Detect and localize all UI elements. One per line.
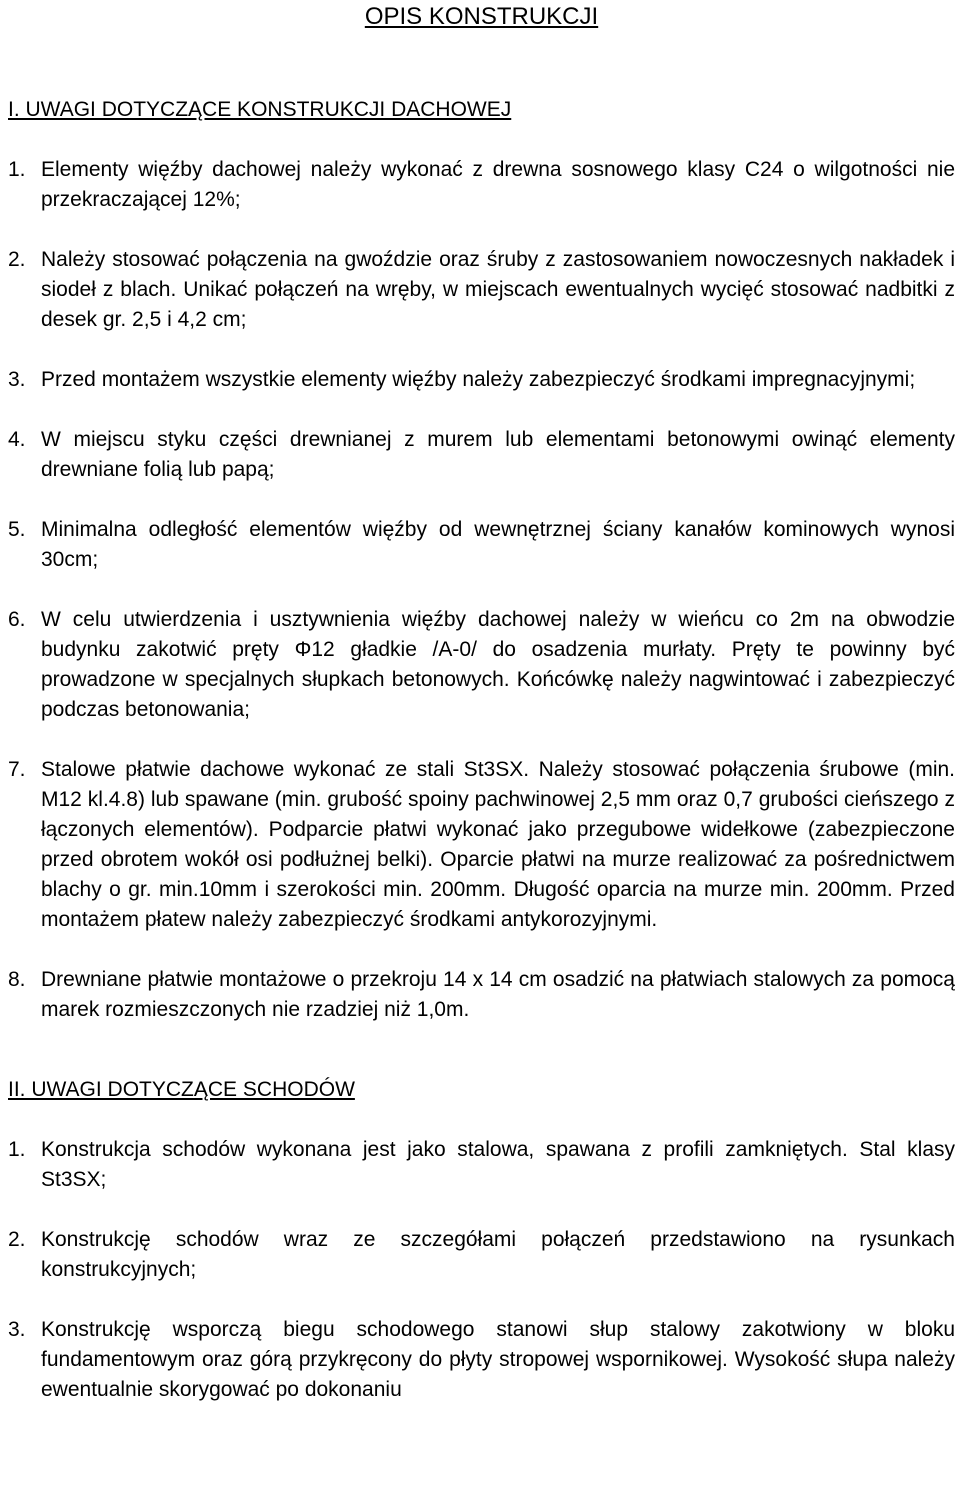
item-number: 8. xyxy=(8,968,26,991)
item-number: 3. xyxy=(8,1318,26,1341)
item-number: 1. xyxy=(8,1138,26,1161)
list-item xyxy=(8,365,955,395)
section-heading-stairs: II. UWAGI DOTYCZĄCE SCHODÓW xyxy=(8,1078,355,1101)
item-number: 2. xyxy=(8,248,26,271)
list-item xyxy=(8,1225,955,1285)
list-item xyxy=(8,515,955,575)
item-text: Drewniane płatwie montażowe o przekroju 14 x 14 cm osadzić na płatwiach stalowych za pomocą marek rozmieszczonych nie rzadziej niż 1,0m. xyxy=(41,968,955,1021)
item-text: Konstrukcję schodów wraz ze szczegółami połączeń przedstawiono na rysunkach konstrukcyjnych; xyxy=(41,1228,955,1281)
list-item xyxy=(8,965,955,1025)
item-number: 1. xyxy=(8,158,26,181)
list-item xyxy=(8,1315,955,1405)
list-item xyxy=(8,755,955,935)
page-title: OPIS KONSTRUKCJI xyxy=(364,3,599,30)
item-text: W miejscu styku części drewnianej z murem lub elementami betonowymi owinąć elementy drewniane folią lub papą; xyxy=(41,428,955,481)
item-text: Konstrukcja schodów wykonana jest jako stalowa, spawana z profili zamkniętych. Stal klasy St3SX; xyxy=(41,1138,955,1191)
item-text: Minimalna odległość elementów więźby od wewnętrznej ściany kanałów kominowych wynosi 30cm; xyxy=(41,518,955,571)
list-item xyxy=(8,245,955,335)
item-number: 4. xyxy=(8,428,26,451)
item-text: Konstrukcję wsporczą biegu schodowego stanowi słup stalowy zakotwiony w bloku fundamentowym oraz górą przykręcony do płyty stropowej wspornikowej. Wysokość słupa należy ewentualnie skorygować po dokonaniu xyxy=(41,1318,955,1401)
stairs-items-list xyxy=(8,1135,955,1405)
item-number: 3. xyxy=(8,368,26,391)
item-text: W celu utwierdzenia i usztywnienia więźby dachowej należy w wieńcu co 2m na obwodzie budynku zakotwić pręty Φ12 gładkie /A-0/ do osadzenia murłaty. Pręty te powinny być prowadzone w specjalnych słupkach betonowych. Końcówkę należy nagwintować i zabezpieczyć podczas betonowania; xyxy=(41,608,955,721)
item-text: Elementy więźby dachowej należy wykonać z drewna sosnowego klasy C24 o wilgotności nie przekraczającej 12%; xyxy=(41,158,955,211)
item-number: 5. xyxy=(8,518,26,541)
item-number: 2. xyxy=(8,1228,26,1251)
item-text: Przed montażem wszystkie elementy więźby należy zabezpieczyć środkami impregnacyjnymi; xyxy=(41,368,916,391)
document-page xyxy=(8,0,955,1405)
list-item xyxy=(8,605,955,725)
item-number: 6. xyxy=(8,608,26,631)
list-item xyxy=(8,1135,955,1195)
item-number: 7. xyxy=(8,758,26,781)
roof-items-list xyxy=(8,155,955,1025)
section-heading-roof: I. UWAGI DOTYCZĄCE KONSTRUKCJI DACHOWEJ xyxy=(8,98,512,121)
list-item xyxy=(8,155,955,215)
item-text: Należy stosować połączenia na gwoździe oraz śruby z zastosowaniem nowoczesnych nakładek i siodeł z blach. Unikać połączeń na wręby, w miejscach ewentualnych wycięć stosować nadbitki z desek gr. 2,5 i 4,2 cm; xyxy=(41,248,955,331)
item-text: Stalowe płatwie dachowe wykonać ze stali St3SX. Należy stosować połączenia śrubowe (min. M12 kl.4.8) lub spawane (min. grubość spoiny pachwinowej 2,5 mm oraz 0,7 grubości cieńszego z łączonych elementów). Podparcie płatwi wykonać jako przegubowe widełkowe (zabezpieczone przed obrotem wokół osi podłużnej belki). Oparcie płatwi na murze realizować za pośrednictwem blachy o gr. min.10mm i szerokości min. 200mm. Długość oparcia na murze min. 200mm. Przed montażem płatew należy zabezpieczyć środkami antykorozyjnymi. xyxy=(41,758,955,931)
list-item xyxy=(8,425,955,485)
